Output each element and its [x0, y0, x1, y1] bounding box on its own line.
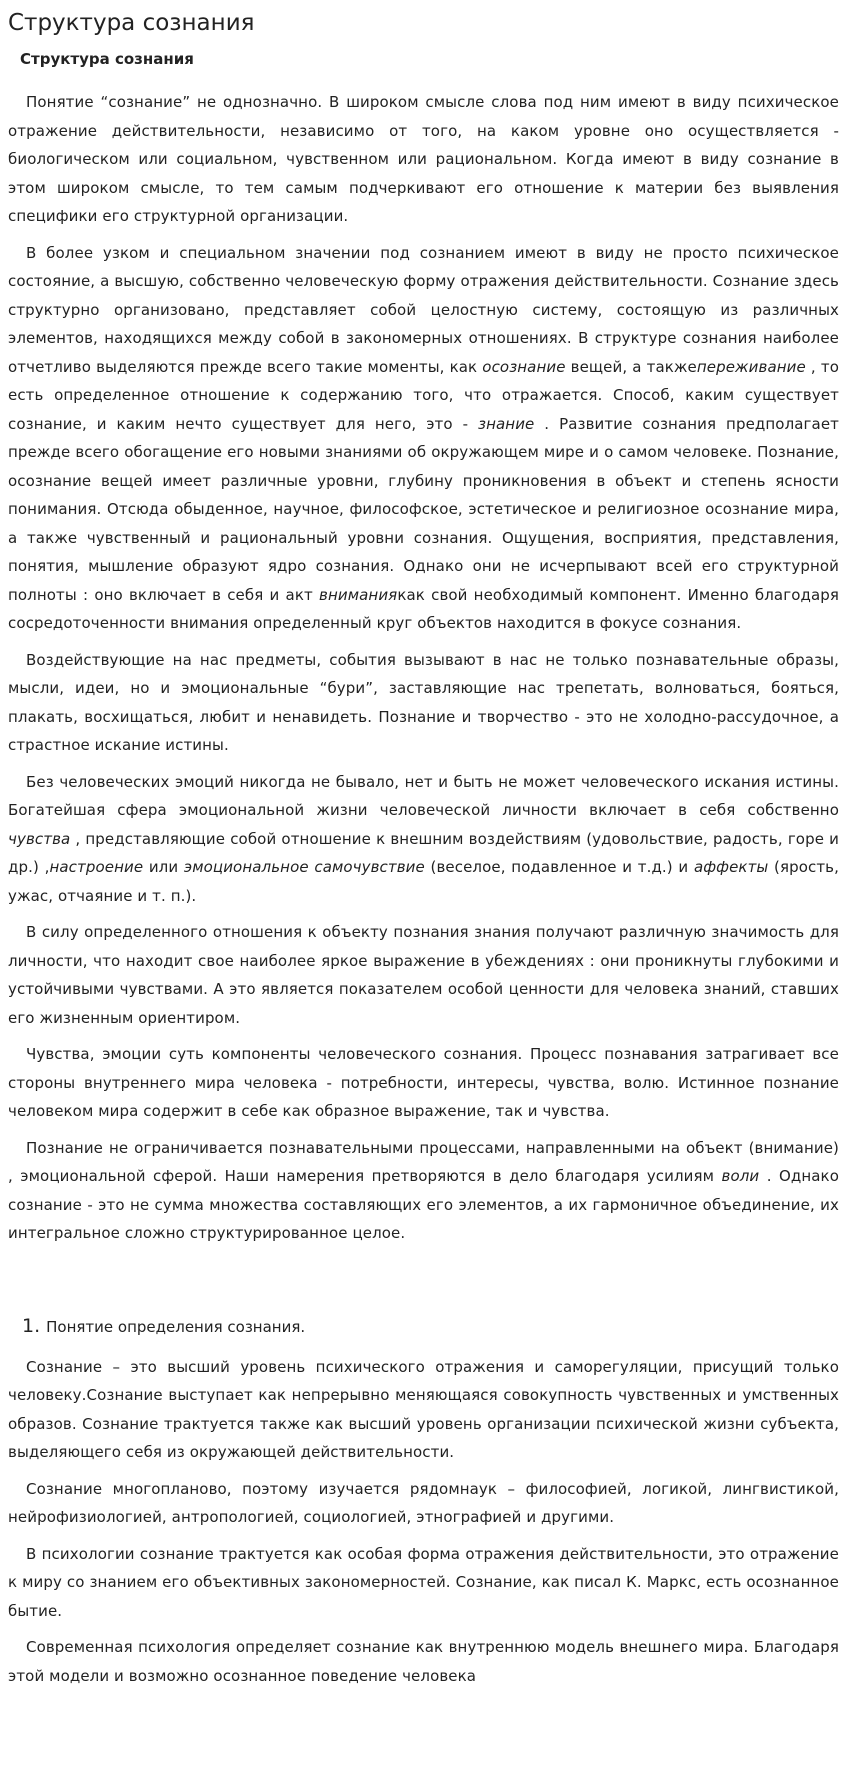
paragraph-2-text-4: . Развитие сознания предполагает прежде всего обогащение его новыми знаниями об окружающем мире и о самом человеке. Познание, осознание вещей имеет различные уровни, глубину проникновения в объект и степень ясности понимания. Отсюда обыденное, научное, философское, эстетическое и религиозное осознание мира, а также чувственный и рациональный уровни сознания. Ощущения, восприятия, представления, понятия, мышление образуют ядро сознания. Однако они не исчерпывают всей его структурной полноты : оно включает в себя и акт	[8, 414, 839, 604]
term-volya: воли	[721, 1167, 760, 1185]
paragraph-2-text-1: В более узком и специальном значении под сознанием имеют в виду не просто психическое состояние, а высшую, собственно человеческую форму отражения действительности. Сознание здесь структурно организовано, представляет собой целостную систему, состоящую из различных элементов, находящихся между собой в закономерных отношениях. В структуре сознания наиболее отчетливо выделяются прежде всего такие моменты, как	[8, 243, 839, 376]
section-1-paragraph-4: Современная психология определяет сознание как внутреннюю модель внешнего мира. Благодаря этой модели и возможно осознанное поведение человека	[8, 1638, 839, 1685]
paragraph-4-text-1: Без человеческих эмоций никогда не бывало, нет и быть не может человеческого искания истины. Богатейшая сфера эмоциональной жизни человеческой личности включает в себя собственно	[8, 772, 839, 819]
paragraph-4-text-3: или	[143, 858, 184, 876]
section-1-number: 1.	[22, 1314, 41, 1337]
paragraph-7-text-2: . Однако сознание - это не сумма множества составляющих его элементов, а их гармоничное объединение, их интегральное сложно структурированное целое.	[8, 1167, 839, 1242]
paragraph-4-text-4: (веселое, подавленное и т.д.) и	[424, 858, 694, 876]
paragraph-3: Воздействующие на нас предметы, события вызывают в нас не только познавательные образы, мысли, идеи, но и эмоциональные “бури”, заставляющие нас трепетать, волноваться, бояться, плакать, восхищаться, любит и ненавидеть. Познание и творчество - это не холодно-рассудочное, а страстное искание истины.	[8, 650, 839, 754]
term-chuvstva: чувства	[8, 829, 71, 848]
term-vnimanie: внимания	[319, 585, 398, 604]
paragraph-4-text-5: (ярость, ужас, отчаяние и т. п.).	[8, 858, 839, 905]
page-title: Структура сознания	[8, 10, 255, 36]
section-1-title: Понятие определения сознания.	[46, 1317, 306, 1336]
section-1-heading	[22, 1312, 839, 1341]
paragraph-4-text-2: , представляющие собой отношение к внешним воздействиям (удовольствие, радость, горе и др.) ,	[8, 829, 839, 876]
paragraph-7	[8, 1134, 839, 1248]
section-1-paragraph-1: Сознание – это высший уровень психического отражения и саморегуляции, присущий только человеку.Сознание выступает как непрерывно меняющаяся совокупность чувственных и умственных образов. Сознание трактуется также как высший уровень организации психической жизни субъекта, выделяющего себя из окружающей действительности.	[8, 1357, 839, 1461]
term-nastroenie: настроение	[49, 858, 144, 876]
paragraph-2-text-3: , то есть определенное отношение к содержанию того, что отражается. Способ, каким существует сознание, и каким нечто существует для него, это -	[8, 357, 839, 433]
term-znanie: знание	[478, 414, 535, 433]
paragraph-1: Понятие “сознание” не однозначно. В широком смысле слова под ним имеют в виду психическое отражение действительности, независимо от того, на каком уровне оно осуществляется - биологическом или социальном, чувственном или рациональном. Когда имеют в виду сознание в этом широком смысле, то тем самым подчеркивают его отношение к материи без выявления специфики его структурной организации.	[8, 93, 839, 225]
term-perezhivanie: переживание	[696, 357, 806, 376]
paragraph-2-text-2: вещей, а также	[565, 357, 697, 376]
paragraph-7-text-1: Познание не ограничивается познавательными процессами, направленными на объект (внимание) , эмоциональной сферой. Наши намерения претворяются в дело благодаря усилиям	[8, 1138, 839, 1185]
document-subtitle: Структура сознания	[20, 50, 194, 68]
paragraph-6: Чувства, эмоции суть компоненты человеческого сознания. Процесс познавания затрагивает все стороны внутреннего мира человека - потребности, интересы, чувства, волю. Истинное познание человеком мира содержит в себе как образное выражение, так и чувства.	[8, 1045, 839, 1120]
term-samochuvstvie: эмоциональное самочувствие	[183, 858, 425, 876]
term-osoznanie: осознание	[482, 357, 566, 376]
document-page	[0, 8, 839, 1690]
term-affekty: аффекты	[693, 858, 769, 876]
section-1-paragraph-3: В психологии сознание трактуется как особая форма отражения действительности, это отражение к миру со знанием его объективных закономерностей. Сознание, как писал К. Маркс, есть осознанное бытие.	[8, 1544, 839, 1620]
paragraph-2-text-5: как свой необходимый компонент. Именно благодаря сосредоточенности внимания определенный круг объектов находится в фокусе сознания.	[8, 585, 839, 632]
paragraph-4	[8, 768, 839, 911]
section-1-paragraph-2: Сознание многопланово, поэтому изучается рядомнаук – философией, логикой, лингвистикой, нейрофизиологией, антропологией, социологией, этнографией и другими.	[8, 1479, 839, 1526]
paragraph-5: В силу определенного отношения к объекту познания знания получают различную значимость для личности, что находит свое наиболее яркое выражение в убеждениях : они проникнуты глубокими и устойчивыми чувствами. А это является показателем особой ценности для человека знаний, ставших его жизненным ориентиром.	[8, 923, 839, 1027]
paragraph-2	[8, 239, 839, 638]
